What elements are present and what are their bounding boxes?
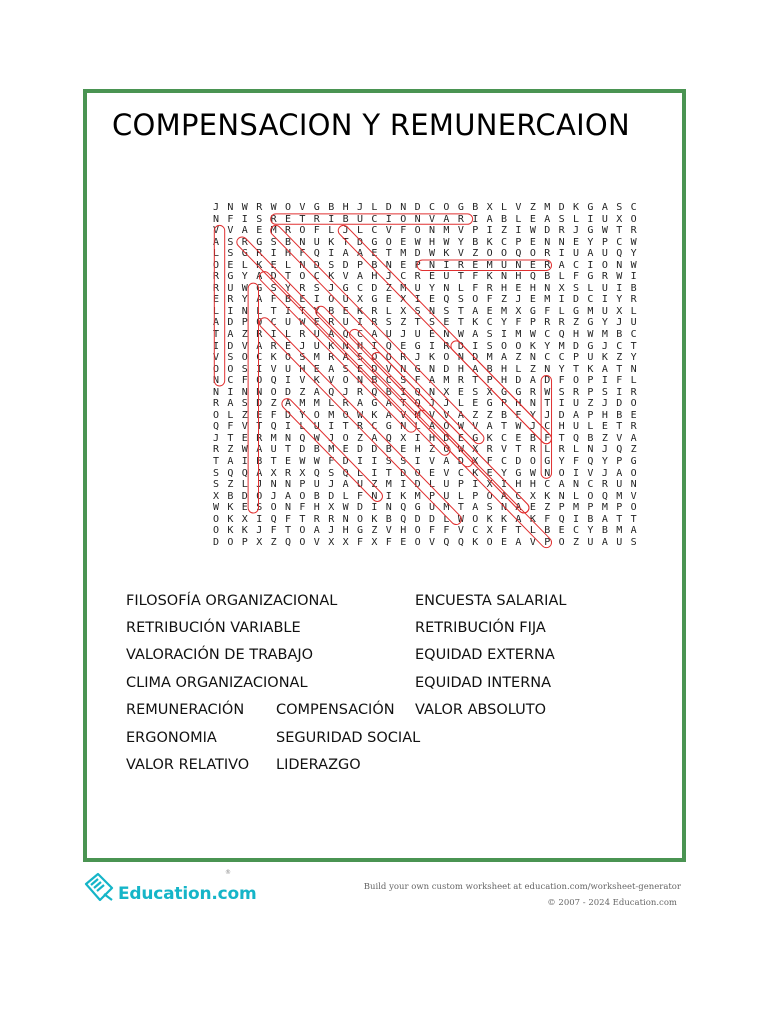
grid-row: O E L K E L N D S D P B N E P N I R E M U N E R A C I O N W bbox=[213, 259, 638, 271]
grid-row: L S G R I H F Q I A A E T M D W K V Z O O Q O R I U A U Q Y bbox=[213, 248, 638, 260]
brand-name[interactable]: Education.com bbox=[118, 884, 257, 904]
word-encuesta: ENCUESTA SALARIAL bbox=[415, 593, 567, 609]
grid-row: O K K J F T O A J H G Z V H O F F V C X F T L B E C Y B M A bbox=[213, 525, 638, 537]
education-logo-icon[interactable] bbox=[82, 870, 118, 906]
word-retribucion-variable: RETRIBUCIÓN VARIABLE bbox=[126, 620, 301, 636]
grid-row: V V A E M R O F L J L C V F O N M V P I Z I W D R J G W T R bbox=[213, 225, 638, 237]
grid-row: N C F O Q I V K V O N B C S F A M R T P H D A D F O P I F L bbox=[213, 375, 638, 387]
word-equidad-interna: EQUIDAD INTERNA bbox=[415, 675, 552, 691]
grid-row: R Z W A U T D B M E D D B E H Z O W X R V T R L R L N J Q Z bbox=[213, 444, 638, 456]
footer-link-text: Build your own custom worksheet at education.com/worksheet-generator bbox=[363, 882, 681, 892]
word-valoracion: VALORACIÓN DE TRABAJO bbox=[126, 647, 314, 663]
grid-row: S Q Q A X R X Q S Q L I T D O E V C K E Y G W N O I V J A O bbox=[213, 467, 638, 479]
footer-copyright: © 2007 - 2024 Education.com bbox=[547, 898, 677, 908]
grid-row: O O S I V U H E A S E D V N G N D H A B H L Z N Y T K A T N bbox=[213, 363, 638, 375]
grid-row: A D P O C U W E R U I R S Z T S E T K C Y F P R R Z G Y J U bbox=[213, 317, 638, 329]
letter-grid bbox=[213, 202, 638, 548]
word-remuneracion: REMUNERACIÓN bbox=[126, 702, 245, 718]
grid-row: J N W R W O V G B H J L D N D C O G B X L V Z M D K G A S C bbox=[213, 202, 638, 213]
grid-row: W K E S O N F H X W D I N Q G U M T A S N A E Z P M P M P O bbox=[213, 502, 638, 514]
grid-row: A S R G S B N U K T D G O E W H W Y B K C P E N N E Y P C W bbox=[213, 236, 638, 248]
grid-row: N I N N O D Z A Q J R Q B I Q N X E S X G G R W S R P S I R bbox=[213, 386, 638, 398]
word-retribucion-fija: RETRIBUCIÓN FIJA bbox=[415, 620, 546, 636]
grid-row: O L Z E F D Y O M O W K A V M V V A Z Z B F Y J D A P H B E bbox=[213, 409, 638, 421]
word-clima: CLIMA ORGANIZACIONAL bbox=[126, 675, 308, 691]
grid-row: T A I B T E W W F D I I S S I V A D X F C D O G Y F Q Y P G bbox=[213, 456, 638, 468]
grid-row: R A S D Z A M M L R A G A T Q J J L E G P H N T I U Z J D O bbox=[213, 398, 638, 410]
word-equidad-externa: EQUIDAD EXTERNA bbox=[415, 647, 555, 663]
grid-row: Q F V T Q I L U I T R C G N L A O W V A T W J C H U L E T R bbox=[213, 421, 638, 433]
word-valor-absoluto: VALOR ABSOLUTO bbox=[415, 702, 547, 718]
grid-row: N F I S R E T R I B U C I O N V A R I A B L E A S L I U X O bbox=[213, 213, 638, 225]
grid-row: O K X I Q F T R R N O K B Q D D L W O K K A K F Q I B A T T bbox=[213, 513, 638, 525]
worksheet-title: COMPENSACION Y REMUNERCAION bbox=[112, 108, 631, 142]
grid-row: E R Y A F B E I O U X G E X I E Q S O F Z J E M I D C I Y R bbox=[213, 294, 638, 306]
word-seguridad-social: SEGURIDAD SOCIAL bbox=[276, 730, 421, 746]
word-ergonomia: ERGONOMIA bbox=[126, 730, 217, 746]
grid-row: S Z L J N N P U J A U Z M I D L U P I X I H H C A N C R U N bbox=[213, 479, 638, 491]
grid-row: R G Y A D T O C K V A H J C R E U T F K N H Q B L F G R W I bbox=[213, 271, 638, 283]
grid-row: L I N L T I T Y B E K R L X S N S T A E M X G F L G M U X L bbox=[213, 305, 638, 317]
grid-row: J T E R M N Q W J O Z A Q X I H D E G K C E B F T Q B Z V A bbox=[213, 432, 638, 444]
word-filosofia: FILOSOFÍA ORGANIZACIONAL bbox=[126, 593, 338, 609]
grid-row: X B D O J A O B D L F N I K M P U L P O A C X K N L O Q M V bbox=[213, 490, 638, 502]
grid-row: V S O C K O S M R A S O O R J K O N D M A Z N C C P U K Z Y bbox=[213, 352, 638, 364]
registered-mark: ® bbox=[225, 869, 231, 876]
word-valor-relativo: VALOR RELATIVO bbox=[126, 757, 250, 773]
word-liderazgo: LIDERAZGO bbox=[276, 757, 361, 773]
word-compensacion: COMPENSACIÓN bbox=[276, 702, 395, 718]
grid-row: D O P X Z Q O V X X F X F E O V Q Q K O E A V P O Z U A U S bbox=[213, 536, 638, 548]
grid-row: R U W G S Y R S J G C D Z M U Y N L F R H E H N X S L U I B bbox=[213, 282, 638, 294]
grid-row: I D V A R E J U K N H I Q E G I R D I S O O K Y M D G J C T bbox=[213, 340, 638, 352]
grid-row: T A Z R I L R U A Q C A U J U E N W A S I M W C Q H W M B C bbox=[213, 329, 638, 341]
